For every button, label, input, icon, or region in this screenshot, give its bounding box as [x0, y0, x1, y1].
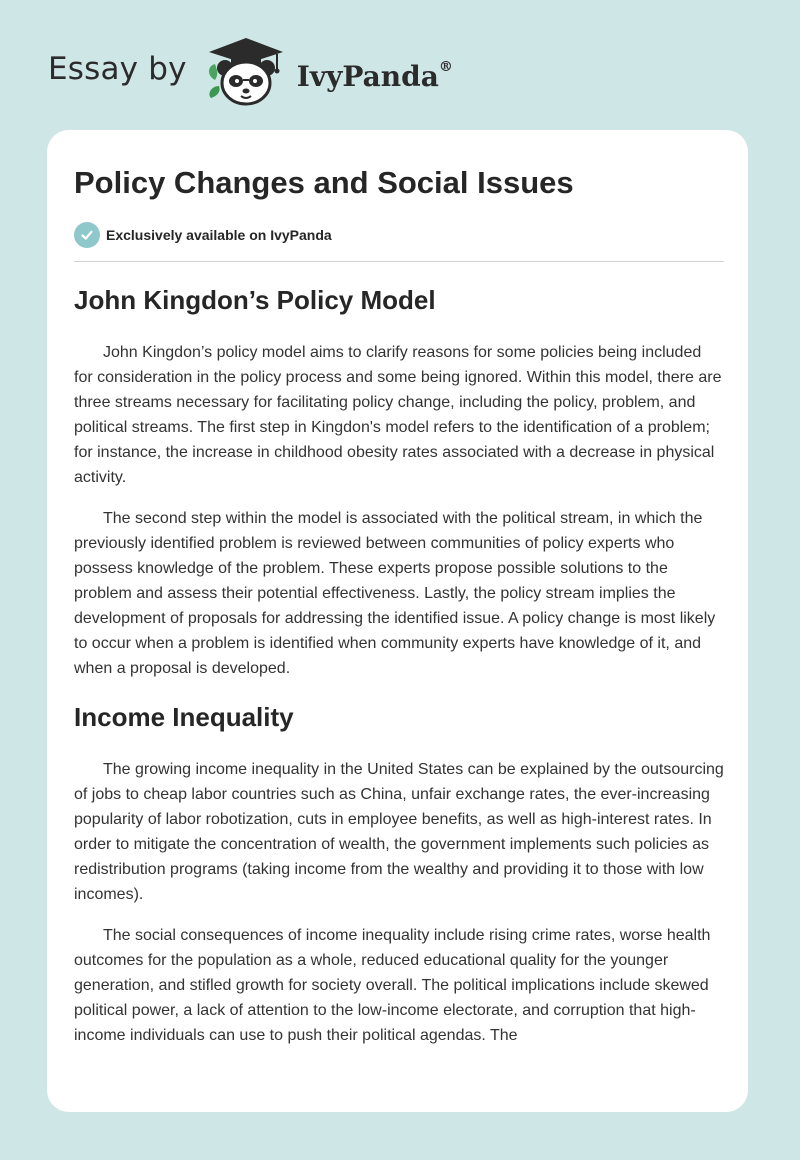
brand-header[interactable] — [48, 36, 453, 108]
paragraph: John Kingdon’s policy model aims to clarify reasons for some policies being included for consideration in the policy process and some being ignored. Within this model, there are three streams necessary for facilitating policy change, including the policy, problem, and political streams. The first step in Kingdon's model refers to the identification of a problem; for instance, the increase in childhood obesity rates associated with a decrease in physical activity. — [74, 344, 722, 486]
exclusive-label: Exclusively available on IvyPanda — [106, 227, 332, 243]
panda-logo-icon — [201, 36, 291, 108]
section-heading: Income Inequality — [74, 702, 294, 732]
exclusive-badge — [74, 222, 332, 248]
section-heading: John Kingdon’s Policy Model — [74, 285, 436, 315]
divider — [74, 261, 724, 262]
article-body — [74, 282, 724, 1064]
paragraph: The social consequences of income inequality include rising crime rates, worse health outcomes for the population as a whole, reduced educational quality for the younger generation, and stifled growth for society overall. The political implications include skewed political power, a lack of attention to the low-income electorate, and corruption that high-income individuals can use to push their political agendas. The — [74, 927, 711, 1044]
check-icon — [74, 222, 100, 248]
brand-name: IvyPanda® — [296, 59, 453, 93]
essay-by-label: Essay by — [48, 51, 187, 87]
registered-mark: ® — [438, 59, 453, 76]
paragraph: The growing income inequality in the United States can be explained by the outsourcing of jobs to cheap labor countries such as China, unfair exchange rates, the ever-increasing popularity of labor robotization, cuts in employee benefits, as well as high-interest rates. In order to mitigate the concentration of wealth, the government implements such policies as redistribution programs (taking income from the wealthy and providing it to those with low incomes). — [74, 761, 724, 903]
page-title: Policy Changes and Social Issues — [74, 165, 574, 200]
paragraph: The second step within the model is associated with the political stream, in which the previously identified problem is reviewed between communities of policy experts who possess knowledge of the problem. These experts propose possible solutions to the problem and assess their potential effectiveness. Lastly, the policy stream implies the development of proposals for addressing the identified issue. A policy change is most likely to occur when a problem is identified when community experts have knowledge of it, and when a proposal is developed. — [74, 510, 716, 677]
essay-card — [47, 130, 748, 1112]
